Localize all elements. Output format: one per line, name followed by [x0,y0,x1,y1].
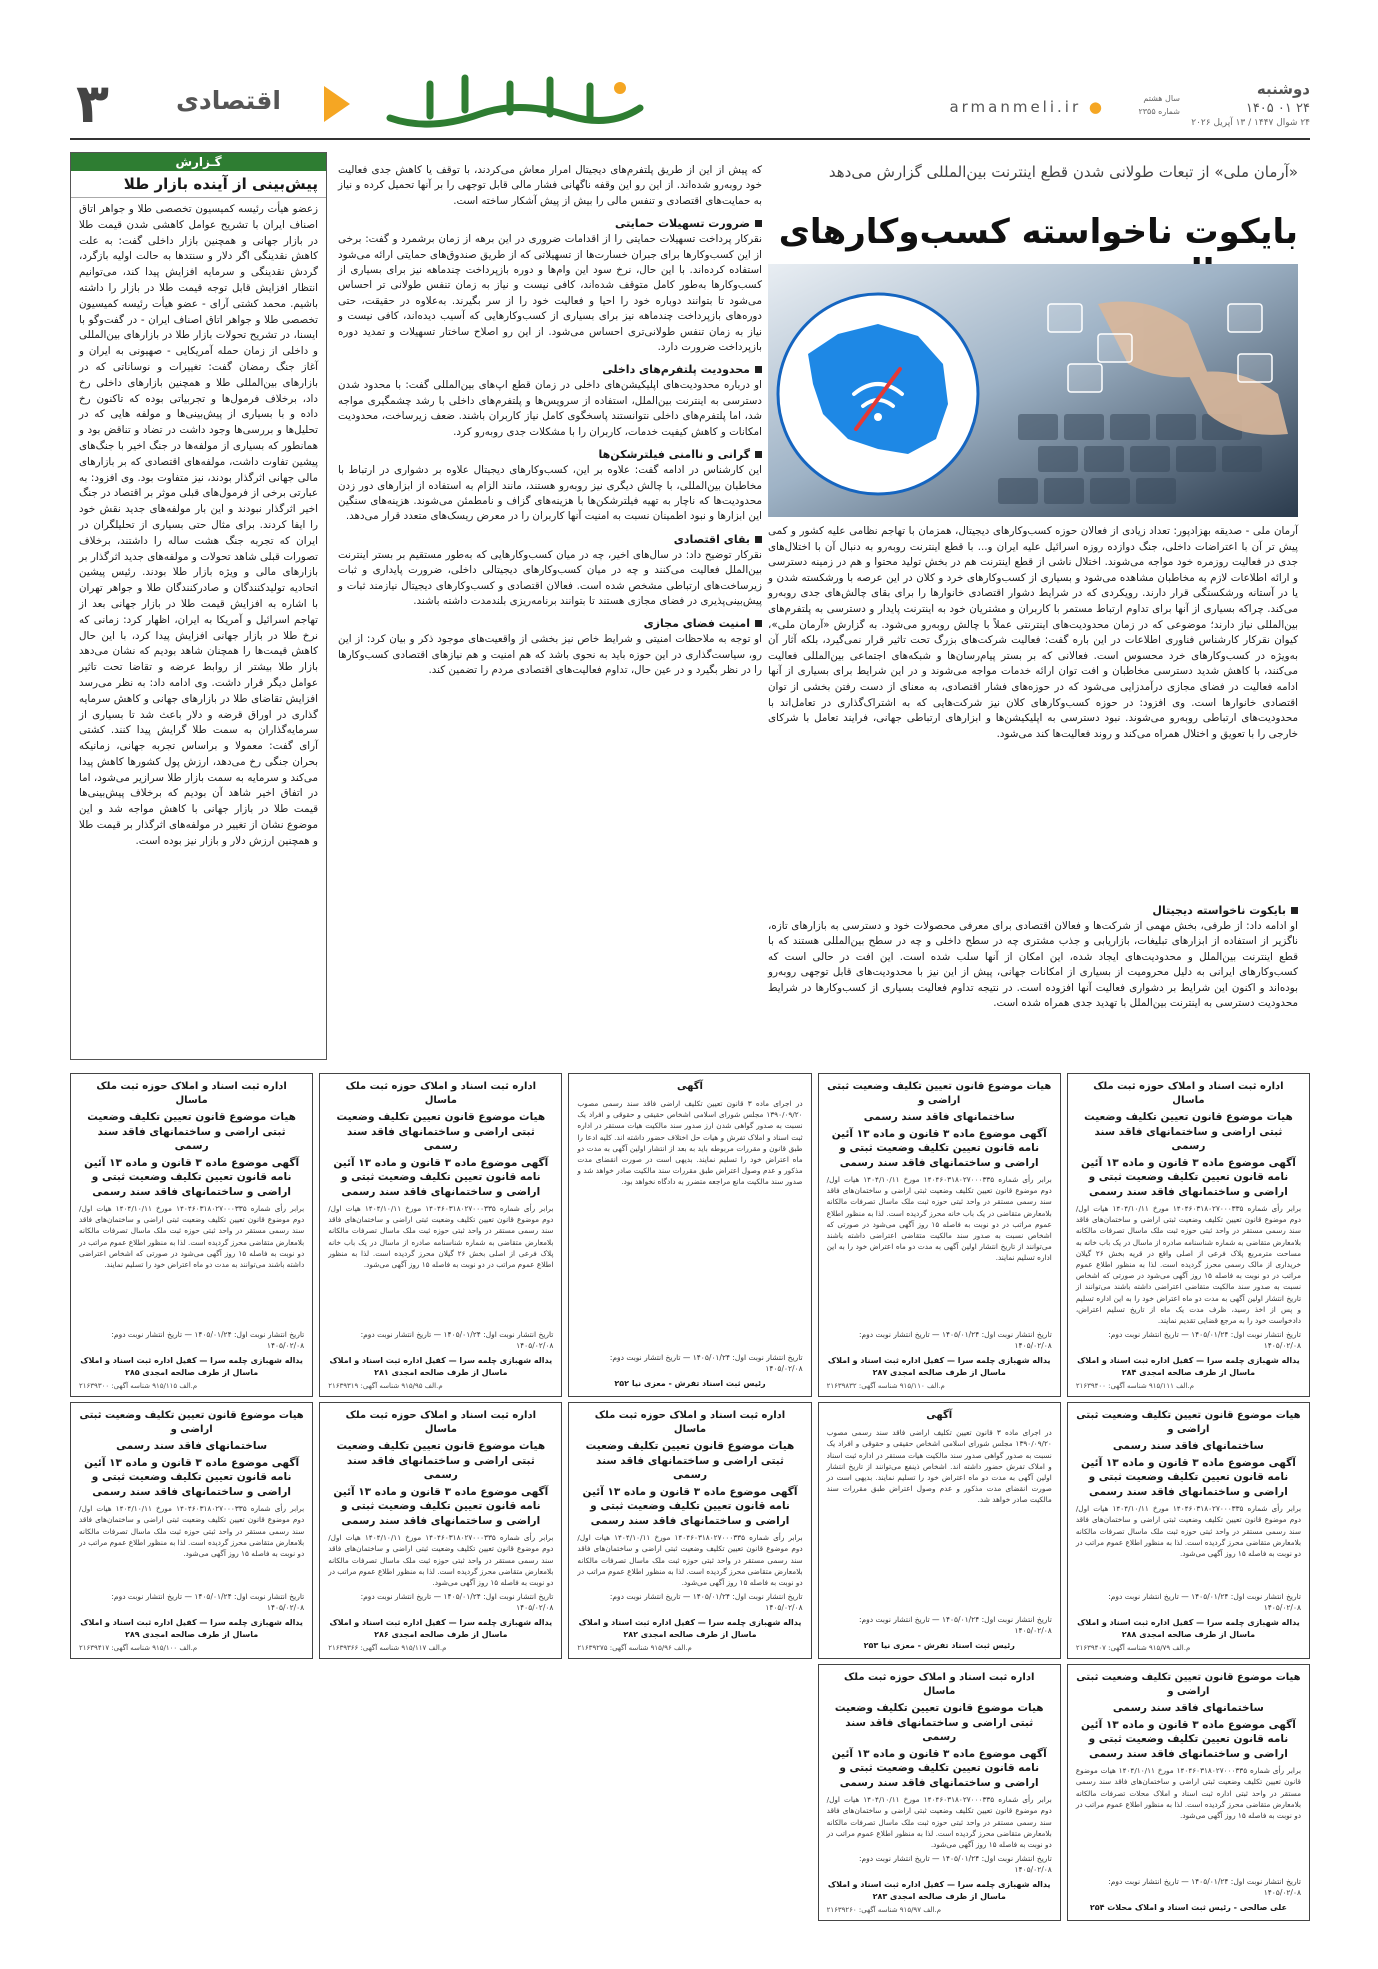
notice-signature: یداله شهبازی چلمه سرا — کفیل اداره ثبت اسناد و املاک ماسال از طرف صالحه امجدی ۲۸۷ [827,1356,1051,1378]
notice-body: برابر رأی شماره ۱۴۰۴۶۰۳۱۸۰۲۷۰۰۰۳۳۵ مورخ ۱۴۰۴/۱۰/۱۱ هیات اول/ دوم موضوع قانون تعیین تکلیف وضعیت ثبتی اراضی و ساختمان‌های فاقد سند رسمی مستقر در واحد ثبتی حوزه ثبت ملک ماسال تصرفات مالکانه بلامعارض متقاضی محرز گردیده است. لذا به منظور اطلاع عموم مراتب در دو نوبت به فاصله ۱۵ روز آگهی می‌شود. [1075,1504,1302,1559]
notice-dates: تاریخ انتشار نوبت اول: ۱۴۰۵/۰۱/۲۴ — تاریخ انتشار نوبت دوم: ۱۴۰۵/۰۲/۰۸ [1108,1592,1301,1613]
notice-dates: تاریخ انتشار نوبت اول: ۱۴۰۵/۰۱/۲۴ — تاریخ انتشار نوبت دوم: ۱۴۰۵/۰۲/۰۸ [609,1592,803,1613]
issue-date [1180,80,1310,128]
notice-body: برابر رأی شماره ۱۴۰۴۶۰۳۱۸۰۲۷۰۰۰۳۳۵ مورخ ۱۴۰۴/۱۰/۱۱ هیات اول/ دوم موضوع قانون تعیین تکلیف وضعیت ثبتی اراضی و ساختمان‌های فاقد سند رسمی مستقر در واحد ثبتی حوزه ثبت ملک ماسال تصرفات مالکانه بلامعارض متقاضی محرز گردیده است. لذا به منظور اطلاع عموم مراتب در دو نوبت به فاصله ۱۵ روز آگهی می‌شود. [577,1533,803,1588]
notice-dates: تاریخ انتشار نوبت اول: ۱۴۰۵/۰۱/۲۴ — تاریخ انتشار نوبت دوم: ۱۴۰۵/۰۲/۰۸ [360,1592,554,1613]
legal-notice [70,1402,313,1659]
article-photo [768,264,1298,517]
article-continuation [338,163,762,1068]
legal-notice [1067,1073,1310,1397]
article-lead: آرمان ملی - صدیقه بهزادپور: تعداد زیادی از فعالان حوزه کسب‌وکارهای دیجیتال، همزمان با تهاجم نظامی علیه کشور و کمی پیش تر آن با اعتراضات داخلی، جنگ دوازده روزه اسرائیل علیه ایران و... با قطع اینترنت روبه‌رو به دنبال آن با اختلال‌های جدی در فعالیت روزمره خود مواجه می‌شوند. اختلال ناشی از قطع اینترنت هم در بخش تولید محتوا و هم در زمینه دسترسی و ارائه اطلاعات لازم به مخاطبان مشاهده می‌شود و بسیاری از کسب‌وکارهای خرد و کلان در این عرصه با ورشکسته شدن و یا در آستانه ورشکستگی قرار دارند. رویکردی که در شرایط دشوار اقتصادی خانوارها را برای بقای چالش‌های جدی روبه‌رو می‌کند. چراکه بسیاری از آنها برای تداوم ارتباط مستمر با کاربران و مشتریان خود به اینترنت پایدار و دسترسی به پلتفرم‌های بین‌المللی نیاز دارند؛ موضوعی که در زمان محدودیت‌های اینترنتی عملاً با چالش روبه‌رو می‌شود. به گزارش «آرمان ملی»، کیوان نقرکار کارشناس فناوری اطلاعات در این باره گفت: فعالیت شرکت‌های بزرگ تحت تاثیر قرار نمی‌گیرد، بلکه آثار آن به‌ویژه در کسب‌وکارهای خرد محسوس است. فعالانی که بر بستر پیام‌رسان‌ها و شبکه‌های اجتماعی بین‌المللی فعالیت می‌کنند، با کاهش شدید دسترسی مخاطبان و افت توان ارائه خدمات مواجه می‌شوند و در این شرایط برای بسیاری از آنها ادامه فعالیت در فضای مجازی درآمدزایی می‌شود که در حوزه‌های فشار اقتصادی، به معنای از دست رفتن بخشی از توان اقتصادی خانوارها است. وی افزود: در حوزه کسب‌وکارهای کلان نیز شرکت‌هایی که به اشتراک‌گذاری در تعامل‌اند با محدودیت‌های ارتباطی روبه‌رو می‌شوند. نبود دسترسی به اپلیکیشن‌ها و ابزارهای ارتباطی جهانی، فرایند تعامل با شرکای خارجی را با تعویق و اختلال همراه می‌کند و روند فعالیت‌ها کند می‌شود. [768,525,1298,740]
notice-signature: یداله شهبازی چلمه سرا — کفیل اداره ثبت اسناد و املاک ماسال از طرف صالحه امجدی ۲۸۹ [80,1618,303,1640]
legal-notice [70,1073,313,1397]
notice-subtitle: ساختمانهای فاقد سند رسمی [116,1440,268,1453]
report-tag: گـزارش [71,153,326,171]
notice-signature: علی صالحی - رئیس ثبت اسناد و املاک محلات ۲۵۴ [1089,1903,1287,1913]
masthead-divider [70,138,1310,140]
notice-title: هیات موضوع قانون تعیین تکلیف وضعیت ثبتی اراضی و [1076,1410,1301,1436]
notice-body: در اجرای ماده ۳ قانون تعیین تکلیف اراضی فاقد سند رسمی مصوب ۱۳۹۰/۰۹/۲۰ مجلس شورای اسلامی اشخاص حقیقی و حقوقی و افراد یک نسبت به صدور گواهی شدن ارز صدور سند مالکیت هیات مستقر در اداره ثبت اسناد و املاک تفرش و هیات حل اختلاف حضور داشته اند. کلیه ادعا را طبق قانون و مقررات مربوطه باید به بعد از انتشار اولین آگهی به مدت دو ماه اعتراض خود را تسلیم نمایند. بدیهی است در صورت انقضای مدت مذکور و عدم وصول اعتراض طبق مقررات سند مالکیت صادر خواهد شد و صدور سند مالکیت مانع مراجعه متضرر به دادگاه نخواهد بود. [577,1099,803,1187]
notice-heading: آگهی موضوع ماده ۳ قانون و ماده ۱۳ آئین نامه قانون تعیین تکلیف وضعیت ثبتی و اراضی و ساختمانهای فاقد سند رسمی [1080,1718,1296,1760]
notice-code: م.الف ۹۱۵/۹۷ شناسه آگهی: ۲۱۶۳۹۲۶۰ [826,1906,942,1915]
notice-signature: یداله شهبازی چلمه سرا — کفیل اداره ثبت اسناد و املاک ماسال از طرف صالحه امجدی ۲۸۲ [578,1618,802,1640]
notice-heading: آگهی موضوع ماده ۳ قانون و ماده ۱۳ آئین نامه قانون تعیین تکلیف وضعیت ثبتی و اراضی و ساختمانهای فاقد سند رسمی [333,1485,549,1527]
bullet-square-icon [755,620,762,627]
newspaper-logo[interactable] [370,70,655,140]
notice-subtitle: ساختمانهای فاقد سند رسمی [863,1111,1015,1123]
subsection [338,617,762,678]
subsection-text: نقرکار توضیح داد: در سال‌های اخیر، چه در میان کسب‌وکارهایی که به‌طور مستقیم بر بستر اینترنت بین‌الملل فعالیت می‌کنند و چه در میان کسب‌وکارهای دیجیتالی داخلی، ضرورت پایداری و ثبات زیرساخت‌های ارتباطی مشخص شده است. فعالان اقتصادی و کسب‌وکارهای دیجیتال نیازمند ثبات و پیش‌بینی‌پذیری در فضای مجازی هستند تا بتوانند برنامه‌ریزی بلندمدت داشته باشند. [338,548,762,607]
notice-signature: رئیس ثبت اسناد تفرش - معزی نیا ۲۵۳ [863,1641,1015,1651]
bullet-square-icon [755,451,762,458]
notice-body: برابر رأی شماره ۱۴۰۴۶۰۳۱۸۰۲۷۰۰۰۳۳۵ مورخ ۱۴۰۴/۱۰/۱۱ هیات اول/ دوم موضوع قانون تعیین تکلیف وضعیت ثبتی اراضی و ساختمان‌های فاقد سند رسمی مستقر در واحد ثبتی حوزه ثبت ملک ماسال تصرفات مالکانه بلامعارض متقاضی محرز گردیده است. لذا به منظور اطلاع عموم مراتب در دو نوبت به فاصله ۱۵ روز آگهی می‌شود. [826,1795,1052,1850]
bullet-square-icon [755,366,762,373]
notice-dates: تاریخ انتشار نوبت اول: ۱۴۰۵/۰۱/۲۴ — تاریخ انتشار نوبت دوم: ۱۴۰۵/۰۲/۰۸ [111,1592,305,1613]
subsection-text: این کارشناس در ادامه گفت: علاوه بر این، کسب‌وکارهای دیجیتال علاوه بر دشواری در ارتباط با مخاطبان بین‌المللی، با چالش دیگری نیز روبه‌رو هستند، مانند الزام به استفاده از ابزارهای دور زدن محدودیت‌ها که ناچار به تهیه فیلترشکن‌ها با هزینه‌های گزاف و نامطمئن می‌شوند. هزینه‌های سنگین این ابزارها و نبود اطمینان نسبت به امنیت آنها کاربران را در معرض ریسک‌های متعدد قرار می‌دهد. [338,464,762,523]
notice-signature: یداله شهبازی چلمه سرا — کفیل اداره ثبت اسناد و املاک ماسال از طرف صالحه امجدی ۲۸۵ [80,1356,303,1378]
issue-date-hijri-greg: ۲۴ شوال ۱۴۴۷ / ۱۳ آپریل ۲۰۲۶ [1191,118,1310,128]
notice-body: برابر رأی شماره ۱۴۰۴۶۰۳۱۸۰۲۷۰۰۰۳۳۵ مورخ ۱۴۰۴/۱۰/۱۱ هیات اول/ دوم موضوع قانون تعیین تکلیف وضعیت ثبتی اراضی و ساختمان‌های فاقد سند رسمی مستقر در واحد ثبتی حوزه ثبت ملک ماسال تصرفات مالکانه بلامعارض متقاضی به شماره شناسنامه صادره از ماسال در یک باب خانه پلاک فرعی از اصلی بخش ۲۶ گیلان محرز گردیده است. لذا به منظور اطلاع عموم مراتب در دو نوبت به فاصله ۱۵ روز آگهی می‌شود. [328,1204,554,1270]
legal-notice [818,1402,1061,1659]
notice-body: برابر رأی شماره ۱۴۰۴۶۰۳۱۸۰۲۷۰۰۰۳۳۵ مورخ ۱۴۰۴/۱۰/۱۱ هیات اول/ دوم موضوع قانون تعیین تکلیف وضعیت ثبتی اراضی و ساختمان‌های فاقد سند رسمی مستقر در واحد ثبتی حوزه ثبت ملک ماسال تصرفات مالکانه بلامعارض متقاضی محرز گردیده است. لذا به منظور اطلاع عموم مراتب در دو نوبت به فاصله ۱۵ روز آگهی می‌شود در صورتی که اشخاص اعتراضی داشته باشند می‌توانند به مدت دو ماه اعتراض خود را تسلیم نمایند. [79,1204,305,1270]
legal-notice [1067,1664,1310,1921]
subsection-heading: امنیت فضای مجازی [338,617,762,630]
notice-title: اداره ثبت اسناد و املاک حوزه ثبت ملک ماسال [594,1410,786,1436]
notice-code: م.الف ۹۱۵/۹۶ شناسه آگهی: ۲۱۶۳۹۲۷۵ [577,1644,692,1653]
notice-title: اداره ثبت اسناد و املاک حوزه ثبت ملک ماسال [844,1672,1035,1698]
notice-signature: یداله شهبازی چلمه سرا — کفیل اداره ثبت اسناد و املاک ماسال از طرف صالحه امجدی ۲۸۸ [1077,1618,1300,1640]
article-kicker: «آرمان ملی» از تبعات طولانی شدن قطع اینترنت بین‌المللی گزارش می‌دهد [828,163,1298,181]
notice-code: م.الف ۹۱۵/۹۵ شناسه آگهی: ۲۱۶۳۹۳۱۹ [328,1382,443,1391]
notice-title: آگهی [677,1081,703,1092]
notice-title: اداره ثبت اسناد و املاک حوزه ثبت ملک ماسال [96,1081,287,1106]
year-label: سال هشتم [1143,94,1180,103]
notice-subtitle: ساختمانهای فاقد سند رسمی [1112,1440,1264,1453]
notice-signature: یداله شهبازی چلمه سرا — کفیل اداره ثبت اسناد و املاک ماسال از طرف صالحه امجدی ۲۸۴ [1077,1356,1300,1378]
notice-signature: یداله شهبازی چلمه سرا — کفیل اداره ثبت اسناد و املاک ماسال از طرف صالحه امجدی ۲۸۱ [329,1356,553,1378]
subsection-text: او ادامه داد: از طرفی، بخش مهمی از شرکت‌ها و فعالان اقتصادی برای معرفی محصولات خود و دسترسی به بازارهای تازه، ناگزیر از استفاده از ابزارهای تبلیغات، بازاریابی و جذب مشتری چه در سطح داخلی و چه در سطح بین‌المللی هستند که با قطع اینترنت بین‌الملل و محدودیت‌های ایجاد شده، این امکان از آنها سلب شده است. این افت در حالی است که کسب‌وکارهای ایرانی به دلیل محرومیت از بسیاری از امکانات جهانی، پیش از این نیز با محدودیت‌های قابل توجهی روبه‌رو بوده‌اند و اکنون این شرایط بر دشواری فعالیت آنها افزوده است. در نتیجه تداوم فعالیت بسیاری از کسب‌وکارها در شرایط محدودیت دسترسی به اینترنت بین‌الملل با تهدید جدی همراه شده است. [768,920,1298,1010]
notice-code: م.الف ۹۱۵/۱۱۵ شناسه آگهی: ۲۱۶۳۹۳۰۰ [79,1382,198,1391]
notice-heading: آگهی موضوع ماده ۳ قانون و ماده ۱۳ آئین نامه قانون تعیین تکلیف وضعیت ثبتی و اراضی و ساختمانهای فاقد سند رسمی [831,1747,1047,1789]
notice-body: در اجرای ماده ۳ قانون تعیین تکلیف اراضی فاقد سند رسمی مصوب ۱۳۹۰/۰۹/۲۰ مجلس شورای اسلامی اشخاص حقیقی و حقوقی و افراد یک نسبت به صدور گواهی صدور سند مالکیت هیات مستقر در اداره ثبت اسناد و املاک تفرش حضور داشته اند. اشخاص ذینفع می‌توانند از تاریخ انتشار اولین آگهی به مدت دو ماه اعتراض خود را تسلیم نمایند. بدیهی است در صورت انقضای مدت مذکور و عدم وصول اعتراض طبق مقررات سند مالکیت صادر خواهد شد. [826,1428,1052,1505]
notice-subtitle: هیات موضوع قانون تعیین تکلیف وضعیت ثبتی اراضی و ساختمانهای فاقد سند رسمی [585,1440,795,1482]
issue-number [1120,92,1180,118]
url-dot-icon: ● [1088,98,1105,116]
notice-code: م.الف ۹۱۵/۱۱۰ شناسه آگهی: ۲۱۶۳۹۸۳۲ [826,1382,945,1391]
notice-title: اداره ثبت اسناد و املاک حوزه ثبت ملک ماسال [345,1081,537,1106]
section-arrow-icon [324,86,350,122]
notice-body: برابر رأی شماره ۱۴۰۴۶۰۳۱۸۰۲۷۰۰۰۳۳۵ مورخ ۱۴۰۴/۱۰/۱۱ هیات اول/ دوم موضوع قانون تعیین تکلیف وضعیت ثبتی اراضی و ساختمان‌های فاقد سند رسمی مستقر در واحد ثبتی حوزه ثبت ملک ماسال تصرفات مالکانه بلامعارض متقاضی در یک باب خانه محرز گردیده است. لذا به منظور اطلاع عموم مراتب در دو نوبت به فاصله ۱۵ روز آگهی می‌شود در صورتی که اشخاص نسبت به صدور سند مالکیت متقاضی اعتراضی داشته باشند می‌توانند از تاریخ انتشار اولین آگهی به مدت دو ماه اعتراض خود را به این اداره تسلیم نمایند. [826,1175,1052,1263]
notice-subtitle: هیات موضوع قانون تعیین تکلیف وضعیت ثبتی اراضی و ساختمانهای فاقد سند رسمی [336,1440,546,1482]
continuation-intro: که پیش از این از طریق پلتفرم‌های دیجیتال امرار معاش می‌کردند، با توقف یا کاهش جدی فعالیت خود روبه‌رو شده‌اند. از این رو این وقفه ناگهانی فشار مالی قابل توجهی را بر آنها تحمیل کرده و نیاز به حمایت‌های اقتصادی و تنفس مالی را بیش از پیش آشکار ساخته است. [338,164,762,207]
notice-heading: آگهی موضوع ماده ۳ قانون و ماده ۱۳ آئین نامه قانون تعیین تکلیف وضعیت ثبتی و اراضی و ساختمانهای فاقد سند رسمی [1080,1456,1296,1498]
notice-subtitle: هیات موضوع قانون تعیین تکلیف وضعیت ثبتی اراضی و ساختمانهای فاقد سند رسمی [87,1111,296,1152]
legal-notice [818,1073,1061,1397]
legal-notice [568,1073,811,1397]
gold-market-report [70,152,327,1060]
notice-dates: تاریخ انتشار نوبت اول: ۱۴۰۵/۰۱/۲۴ — تاریخ انتشار نوبت دوم: ۱۴۰۵/۰۲/۰۸ [859,1854,1052,1875]
notice-body: برابر رأی شماره ۱۴۰۴۶۰۳۱۸۰۲۷۰۰۰۳۳۵ مورخ ۱۴۰۴/۱۰/۱۱ هیات اول/ دوم موضوع قانون تعیین تکلیف وضعیت ثبتی اراضی و ساختمان‌های فاقد سند رسمی مستقر در واحد ثبتی حوزه ثبت ملک ماسال تصرفات مالکانه بلامعارض متقاضی به شماره شناسنامه صادره از ماسال در یک باب خانه به مساحت مترمربع پلاک فرعی از اصلی واقع در قریه بخش ۲۶ گیلان خریداری از مالک رسمی محرز گردیده است. لذا به منظور اطلاع عموم مراتب در دو نوبت به فاصله ۱۵ روز آگهی می‌شود در صورتی که اشخاص نسبت به صدور سند مالکیت متقاضی اعتراضی داشته باشند می‌توانند از تاریخ انتشار اولین آگهی به مدت دو ماه اعتراض خود را به این اداره تسلیم و پس از اخذ رسید، ظرف مدت یک ماه از تاریخ تسلیم اعتراض، دادخواست خود را به مرجع قضایی تقدیم نمایند. [1075,1204,1302,1326]
legal-notice [568,1402,811,1659]
legal-notice [1067,1402,1310,1659]
notice-dates: تاریخ انتشار نوبت اول: ۱۴۰۵/۰۱/۲۴ — تاریخ انتشار نوبت دوم: ۱۴۰۵/۰۲/۰۸ [111,1330,305,1351]
notice-heading: آگهی موضوع ماده ۳ قانون و ماده ۱۳ آئین نامه قانون تعیین تکلیف وضعیت ثبتی و اراضی و ساختمانهای فاقد سند رسمی [831,1127,1047,1169]
subsection-heading: بایکوت ناخواسته دیجیتال [768,904,1298,917]
keyboard-iran-map-illustration [768,264,1298,517]
notice-body: برابر رأی شماره ۱۴۰۴۶۰۳۱۸۰۲۷۰۰۰۳۳۵ مورخ ۱۴۰۴/۱۰/۱۱ هیات اول/ دوم موضوع قانون تعیین تکلیف وضعیت ثبتی اراضی و ساختمان‌های فاقد سند رسمی مستقر در واحد ثبتی حوزه ثبت ملک ماسال تصرفات مالکانه بلامعارض متقاضی محرز گردیده است. لذا به منظور اطلاع عموم مراتب در دو نوبت به فاصله ۱۵ روز آگهی می‌شود. [79,1504,305,1559]
subsection [338,448,762,525]
notice-title: اداره ثبت اسناد و املاک حوزه ثبت ملک ماسال [1093,1081,1284,1106]
subsection-heading: محدودیت پلتفرم‌های داخلی [338,363,762,376]
subsection-heading: ضرورت تسهیلات حمایتی [338,217,762,230]
notice-subtitle: هیات موضوع قانون تعیین تکلیف وضعیت ثبتی اراضی و ساختمانهای فاقد سند رسمی [336,1111,546,1152]
notice-title: هیات موضوع قانون تعیین تکلیف وضعیت ثبتی اراضی و [79,1410,304,1436]
notice-subtitle: هیات موضوع قانون تعیین تکلیف وضعیت ثبتی اراضی و ساختمانهای فاقد سند رسمی [1084,1111,1293,1152]
notice-heading: آگهی موضوع ماده ۳ قانون و ماده ۱۳ آئین نامه قانون تعیین تکلیف وضعیت ثبتی و اراضی و ساختمانهای فاقد سند رسمی [582,1485,798,1527]
legal-notice [319,1402,562,1659]
subsection-text: او درباره محدودیت‌های اپلیکیشن‌های داخلی در زمان قطع اپ‌های بین‌المللی گفت: با محدود شدن دسترسی به اینترنت بین‌الملل، استفاده از سرویس‌ها و پلتفرم‌های داخلی با رشد چشمگیری مواجه شد، اما پلتفرم‌های داخلی نتوانستند پاسخگوی کامل نیاز کاربران باشند. ضعف زیرساخت، محدودیت امکانات و کاهش کیفیت خدمات، کاربران را با مشکلات جدی روبه‌رو کرد. [338,379,762,438]
notice-code: م.الف ۹۱۵/۱۱۱ شناسه آگهی: ۲۱۶۳۹۴۰۰ [1075,1382,1195,1391]
notice-subtitle: ساختمانهای فاقد سند رسمی [1112,1702,1264,1715]
notice-dates: تاریخ انتشار نوبت اول: ۱۴۰۵/۰۱/۲۴ — تاریخ انتشار نوبت دوم: ۱۴۰۵/۰۲/۰۸ [360,1330,554,1351]
logo-graphic [370,70,655,140]
subsection [338,363,762,440]
notice-dates: تاریخ انتشار نوبت اول: ۱۴۰۵/۰۱/۲۴ — تاریخ انتشار نوبت دوم: ۱۴۰۵/۰۲/۰۸ [859,1330,1052,1351]
legal-notice [319,1073,562,1397]
notice-code: م.الف ۹۱۵/۷۹ شناسه آگهی: ۲۱۶۳۹۴۰۷ [1075,1644,1191,1653]
notice-signature: یداله شهبازی چلمه سرا — کفیل اداره ثبت اسناد و املاک ماسال از طرف صالحه امجدی ۲۸۶ [329,1618,553,1640]
notice-code: م.الف ۹۱۵/۱۰۰ شناسه آگهی: ۲۱۶۳۹۴۱۷ [79,1644,198,1653]
subsection-heading: بقای اقتصادی [338,533,762,546]
section-name: اقتصادی [176,86,281,115]
notice-body: برابر رأی شماره ۱۴۰۴۶۰۳۱۸۰۲۷۰۰۰۳۳۵ مورخ ۱۴۰۴/۱۰/۱۱ هیات موضوع قانون تعیین تکلیف وضعیت ثبتی اراضی و ساختمان‌های فاقد سند رسمی مستقر در واحد ثبتی اداره ثبت اسناد و املاک محلات تصرفات مالکانه بلامعارض متقاضی محرز گردیده است. لذا به منظور اطلاع عموم مراتب در دو نوبت به فاصله ۱۵ روز آگهی می‌شود. [1075,1766,1301,1821]
notice-heading: آگهی موضوع ماده ۳ قانون و ماده ۱۳ آئین نامه قانون تعیین تکلیف وضعیت ثبتی و اراضی و ساختمانهای فاقد سند رسمی [1080,1156,1296,1198]
notice-signature: رئیس ثبت اسناد تفرش - معزی نیا ۲۵۲ [614,1379,766,1389]
notice-signature: یداله شهبازی چلمه سرا — کفیل اداره ثبت اسناد و املاک ماسال از طرف صالحه امجدی ۲۸۳ [827,1880,1051,1902]
notice-dates: تاریخ انتشار نوبت اول: ۱۴۰۵/۰۱/۲۴ — تاریخ انتشار نوبت دوم: ۱۴۰۵/۰۲/۰۸ [859,1615,1052,1636]
notice-code: م.الف ۹۱۵/۱۱۷ شناسه آگهی: ۲۱۶۳۹۳۶۶ [328,1644,447,1653]
subsection-text: نقرکار پرداخت تسهیلات حمایتی را از اقدامات ضروری در این برهه از زمان برشمرد و گفت: برخی از این کسب‌وکارها برای جبران خسارت‌ها از تسهیلاتی که از طریق صندوق‌های حمایتی ارائه می‌شود استفاده کرده‌اند. با این حال، نرخ سود این وام‌ها و دوره بازپرداخت چندماهه نیز برای بسیاری از کسب‌وکارها به‌طور کامل متوقف شده‌اند، کافی نیست و نیاز به زمان تنفس طولانی تر احساس می‌شود تا بتوانند دوباره خود را احیا و فعالیت خود را از سر بگیرند. به‌علاوه در حقیقت، حتی دوره‌های بازپرداخت چندماهه نیز برای بسیاری از کسب‌وکارهایی که آسیب دیده‌اند، کافی نیست و نیاز به زمان تنفس طولانی‌تری احساس می‌شود. از این رو اصلاح ساختار تسهیلات و تمدید دوره بازپرداخت ضرورت دارد. [338,233,762,354]
issue-date-solar: ۲۴ ۰۱ ۱۴۰۵ [1245,101,1310,116]
site-url[interactable]: armanmeli.ir ● [949,98,1105,116]
subsection-heading: گرانی و ناامنی فیلترشکن‌ها [338,448,762,461]
article-headline[interactable]: بایکوت ناخواسته کسب‌وکارهای [778,212,1298,252]
notice-heading: آگهی موضوع ماده ۳ قانون و ماده ۱۳ آئین نامه قانون تعیین تکلیف وضعیت ثبتی و اراضی و ساختمانهای فاقد سند رسمی [333,1156,549,1198]
bullet-square-icon [1291,907,1298,914]
notice-title: هیات موضوع قانون تعیین تکلیف وضعیت ثبتی اراضی و [1076,1672,1301,1698]
legal-notices-grid [70,1073,1310,1913]
article-closing-section [768,902,1298,1067]
notice-dates: تاریخ انتشار نوبت اول: ۱۴۰۵/۰۱/۲۴ — تاریخ انتشار نوبت دوم: ۱۴۰۵/۰۲/۰۸ [1108,1330,1301,1351]
notice-title: آگهی [926,1410,953,1422]
report-title: پیش‌بینی از آینده بازار طلا [71,171,326,198]
notice-title: اداره ثبت اسناد و املاک حوزه ثبت ملک ماسال [345,1410,537,1436]
page-number: ۳ [76,72,109,135]
report-body: زعضو هیأت رئیسه کمیسیون تخصصی طلا و جواهر اتاق اصناف ایران با تشریح عوامل کاهشی شدن قیمت طلا در بازار جهانی و همچنین بازار داخلی گفت: به علت کاهش نقدینگی اگر دلار و سنتدها به حالت اولیه بازگرد، گردش نقدینگی و سرمایه افزایش پیدا کند، می‌توانیم انتظار افزایش قابل توجه قیمت طلا در بازار را داشته باشیم. محمد کشتی آرای - عضو هیأت رئیسه کمیسیون تخصصی طلا و جواهر اتاق اصناف ایران - در گفت‌وگو با ایسنا، در تشریح تحولات بازار طلا در بازارهای بین‌المللی و داخلی از زمان حمله آمریکایی - صهیونی به ایران و آغاز جنگ رمضان گفت: تغییرات و نوساناتی که در بازارهای بین‌المللی طلا و همچنین بازارهای داخلی رخ داد، برخلاف فرمول‌ها و تجربیاتی بوده که تاکنون رخ داده و با بسیاری از پیش‌بینی‌ها و مولفه هایی که در تحلیل‌ها و بررسی‌ها وجود داشت در تضاد و تناقض بود و همانطور که بسیاری از مولفه‌ها در جنگ اخیر با جنگ‌های پیشین تفاوت داشت، مولفه‌های اقتصادی که بر بازارهای مالی جهانی اثرگذار بودند، نیز متفاوت بود. وی افزود: به عبارتی برخی از فرمول‌های قبلی موثر بر اقتصاد در جنگ اخیر اثرگذار نبودند و این بار مولفه‌های جدید نقش خود را ایفا کردند. برای مثال حتی بسیاری از تحلیلگران در ایران که تجربه جنگ هشت ساله را داشتند، برخلاف تصورات قبلی شاهد تحولات و مولفه‌های جدید اثرگذار بر بازارهای مالی و ویژه بازار طلا بودند. رئیس پیشین اتحادیه تولیدکنندگان و صادرکنندگان طلا و جواهر تهران با اشاره به افزایش قیمت طلا در بازار جهانی بعد از تهاجم اسرائیل و آمریکا به ایران، اظهار کرد: زمانی که نرخ طلا در بازار جهانی افزایش پیدا کرد، با این حال کاهش قیمت‌ها را همچنان شاهد بودیم که نشان می‌دهد بازار طلا بیشتر از روابط عرضه و تقاضا تحت تاثیر عوامل دیگر قرار داشت. وی ادامه داد: به نظر می‌رسد افزایش تقاضای طلا در بازارهای جهانی و کاهش سرمایه گذاری در اوراق قرضه و دلار باعث شد تا بسیاری از سرمایه‌گذاران به سمت طلا گرایش پیدا کنند. کشتی آرای گفت: معمولا و براساس تجربه جهانی، زمانیکه بحران جنگی رخ می‌دهد، ارزش پول کشورها کاهش پیدا می‌کند و سرمایه به سمت بازار طلا سرازیر می‌شود، اما در اتفاق اخیر شاهد آن بودیم که برخلاف پیش‌بینی‌ها قیمت طلا در بازار جهانی با کاهش مواجه شد و این موضوع نشان از تغییر در مولفه‌های اثرگذار بر قیمت طلا و همچنین ارزش دلار و بازار نیز بوده است. [79,203,318,847]
notice-dates: تاریخ انتشار نوبت اول: ۱۴۰۵/۰۱/۲۴ — تاریخ انتشار نوبت دوم: ۱۴۰۵/۰۲/۰۸ [609,1353,803,1374]
notice-dates: تاریخ انتشار نوبت اول: ۱۴۰۵/۰۱/۲۴ — تاریخ انتشار نوبت دوم: ۱۴۰۵/۰۲/۰۸ [1108,1877,1301,1898]
subsection [338,533,762,610]
bullet-square-icon [755,536,762,543]
subsection [338,217,762,355]
legal-notice [818,1664,1061,1921]
notice-heading: آگهی موضوع ماده ۳ قانون و ماده ۱۳ آئین نامه قانون تعیین تکلیف وضعیت ثبتی و اراضی و ساختمانهای فاقد سند رسمی [84,1156,300,1198]
notice-subtitle: هیات موضوع قانون تعیین تکلیف وضعیت ثبتی اراضی و ساختمانهای فاقد سند رسمی [834,1702,1044,1744]
notice-heading: آگهی موضوع ماده ۳ قانون و ماده ۱۳ آئین نامه قانون تعیین تکلیف وضعیت ثبتی و اراضی و ساختمانهای فاقد سند رسمی [84,1456,300,1498]
notice-title: هیات موضوع قانون تعیین تکلیف وضعیت ثبتی اراضی و [827,1081,1052,1106]
issue-day: دوشنبه [1256,80,1310,98]
notice-body: برابر رأی شماره ۱۴۰۴۶۰۳۱۸۰۲۷۰۰۰۳۳۵ مورخ ۱۴۰۴/۱۰/۱۱ هیات اول/ دوم موضوع قانون تعیین تکلیف وضعیت ثبتی اراضی و ساختمان‌های فاقد سند رسمی مستقر در واحد ثبتی حوزه ثبت ملک ماسال تصرفات مالکانه بلامعارض متقاضی محرز گردیده است. لذا به منظور اطلاع عموم مراتب در دو نوبت به فاصله ۱۵ روز آگهی می‌شود. [328,1533,554,1588]
subsection-text: او توجه به ملاحظات امنیتی و شرایط خاص نیز بخشی از واقعیت‌های موجود ذکر و بیان کرد: از این رو، سیاست‌گذاری در این حوزه باید به نحوی باشد که هم امنیت و هم نیازهای اقتصادی کسب‌وکارها را در نظر بگیرد و در عین حال، تداوم فعالیت‌های اقتصادی مردم را تضمین کند. [338,633,762,677]
issue-label: شماره ۲۳۵۵ [1138,107,1180,116]
